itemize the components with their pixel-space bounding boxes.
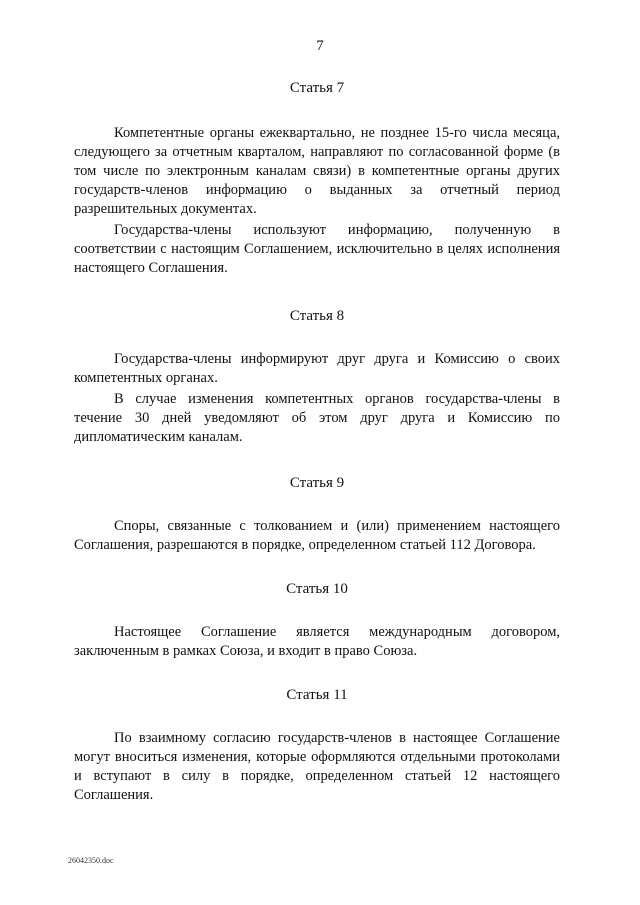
article-heading: Статья 10 [286,581,348,597]
article-paragraph: Настоящее Соглашение является международным договором, заключенным в рамках Союза, и входит в право Союза. [74,624,560,659]
article-heading: Статья 7 [289,80,345,96]
page-number: 7 [316,38,324,54]
file-name-footer: 26042350.doc [68,856,114,865]
article-heading: Статья 11 [286,687,348,703]
article-11 [74,685,560,805]
article-paragraph: По взаимному согласию государств-членов в настоящее Соглашение могут вноситься изменения, которые оформляются отдельными протоколами и вступают в силу в порядке, определенном статьей 12 настоящего Соглашения. [74,730,560,803]
article-7 [74,78,560,278]
article-paragraph: Государства-члены используют информацию, полученную в соответствии с настоящим Соглашением, исключительно в целях исполнения настоящего Соглашения. [74,222,560,276]
article-8 [74,306,560,447]
document-body [74,74,560,805]
article-heading: Статья 8 [289,308,345,324]
article-9 [74,473,560,555]
article-paragraph: Споры, связанные с толкованием и (или) применением настоящего Соглашения, разрешаются в порядке, определенном статьей 112 Договора. [74,518,560,553]
article-paragraph: Государства-члены информируют друг друга и Комиссию о своих компетентных органах. [74,351,560,386]
article-10 [74,579,560,661]
article-paragraph: Компетентные органы ежеквартально, не позднее 15-го числа месяца, следующего за отчетным кварталом, направляют по согласованной форме (в том числе по электронным каналам связи) в компетентные органы других государств-членов информацию о выданных за отчетный период разрешительных документах. [74,125,560,217]
article-paragraph: В случае изменения компетентных органов государства-члены в течение 30 дней уведомляют об этом друг друга и Комиссию по дипломатическим каналам. [74,391,560,445]
article-heading: Статья 9 [289,475,345,491]
